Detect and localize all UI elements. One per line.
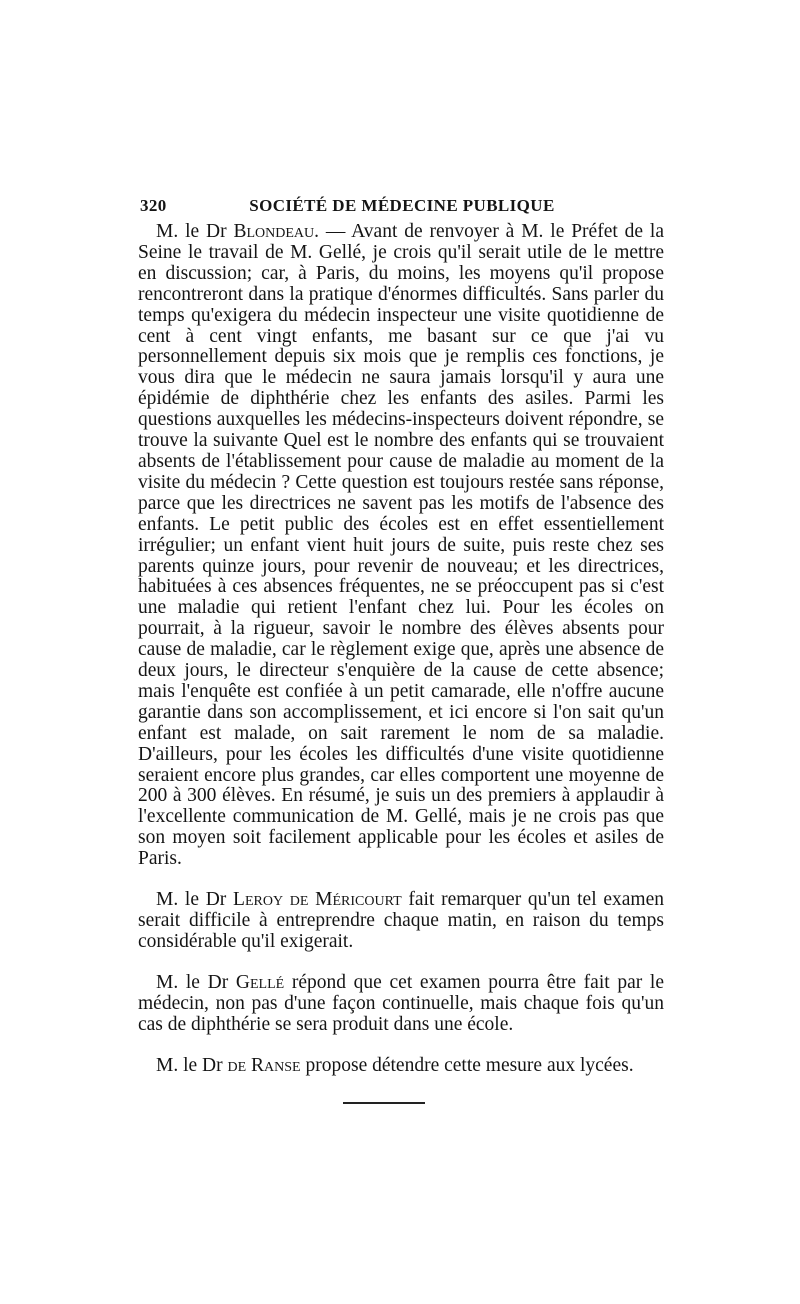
- page-number: 320: [140, 196, 167, 215]
- paragraph-text: fait remarquer qu'un tel examen serait difficile à entreprendre chaque matin, en raison du temps considérable qu'il exigerait.: [138, 889, 664, 952]
- speaker-name: Leroy de Méricourt: [233, 889, 402, 911]
- paragraph-text: . — Avant de renvoyer à M. le Préfet de la Seine le travail de M. Gellé, je crois qu'il serait utile de le mettre en discussion; car, à Paris, du moins, les moyens qu'il propose rencontreront dans la pratique d'énormes difficultés. Sans parler du temps qu'exigera du médecin inspecteur une visite quotidienne de cent à cent vingt enfants, me basant sur ce que j'ai vu personnellement depuis six mois que je remplis ces fonctions, je vous dira que le médecin ne saura jamais lorsqu'il y aura une épidémie de diphthérie chez les enfants des asiles. Parmi les questions auxquelles les médecins-inspecteurs doivent répondre, se trouve la suivante Quel est le nombre des enfants qui se trouvaient absents de l'établissement pour cause de maladie au moment de la visite du médecin ? Cette question est toujours restée sans réponse, parce que les directrices ne savent pas les motifs de l'absence des enfants. Le petit public des écoles est en effet essentiellement irrégulier; un enfant vient huit jours de suite, puis reste chez ses parents quinze jours, pour revenir de nouveau; et les directrices, habituées à ces absences fréquentes, ne se préoccupent pas si c'est une maladie qui retient l'enfant chez lui. Pour les écoles on pourrait, à la rigueur, savoir le nombre des élèves absents pour cause de maladie, car le règlement exige que, après une absence de deux jours, le directeur s'enquière de la cause de cette absence; mais l'enquête est confiée à un petit camarade, elle n'offre aucune garantie dans son accomplissement, et ici encore si l'on sait qu'un enfant est malade, on sait rarement le nom de sa maladie. D'ailleurs, pour les écoles les difficultés d'une visite quotidienne seraient encore plus grandes, car elles comportent une moyenne de 200 à 300 élèves. En résumé, je suis un des premiers à applaudir à l'excellente communication de M. Gellé, mais je ne crois pas que son moyen soit facilement applicable pour les écoles et asiles de Paris.: [138, 221, 664, 870]
- speaker-name: Blondeau: [233, 221, 315, 242]
- speaker-prefix: M. le Dr: [156, 971, 236, 993]
- speaker-prefix: M. le Dr: [156, 889, 234, 911]
- paragraph-text: répond que cet examen pourra être fait par le médecin, non pas d'une façon continuelle, mais chaque fois qu'un cas de diphthérie se sera produit dans une école.: [138, 971, 664, 1035]
- speaker-name: Gellé: [235, 971, 285, 993]
- body-text: [138, 222, 664, 1076]
- paragraph-blondeau: [138, 222, 664, 870]
- speaker-prefix: M. le Dr: [156, 221, 234, 242]
- paragraph-text: propose détendre cette mesure aux lycées.: [300, 1054, 634, 1076]
- running-title: SOCIÉTÉ DE MÉDECINE PUBLIQUE: [249, 196, 555, 215]
- speaker-name: de Ranse: [227, 1054, 301, 1076]
- paragraph-leroy-de-mericourt: [138, 890, 664, 953]
- section-end-rule: [343, 1102, 425, 1104]
- paragraph-gelle: [138, 973, 664, 1036]
- running-head: [140, 196, 664, 218]
- speaker-prefix: M. le Dr: [156, 1054, 228, 1076]
- paragraph-de-ranse: [138, 1056, 664, 1077]
